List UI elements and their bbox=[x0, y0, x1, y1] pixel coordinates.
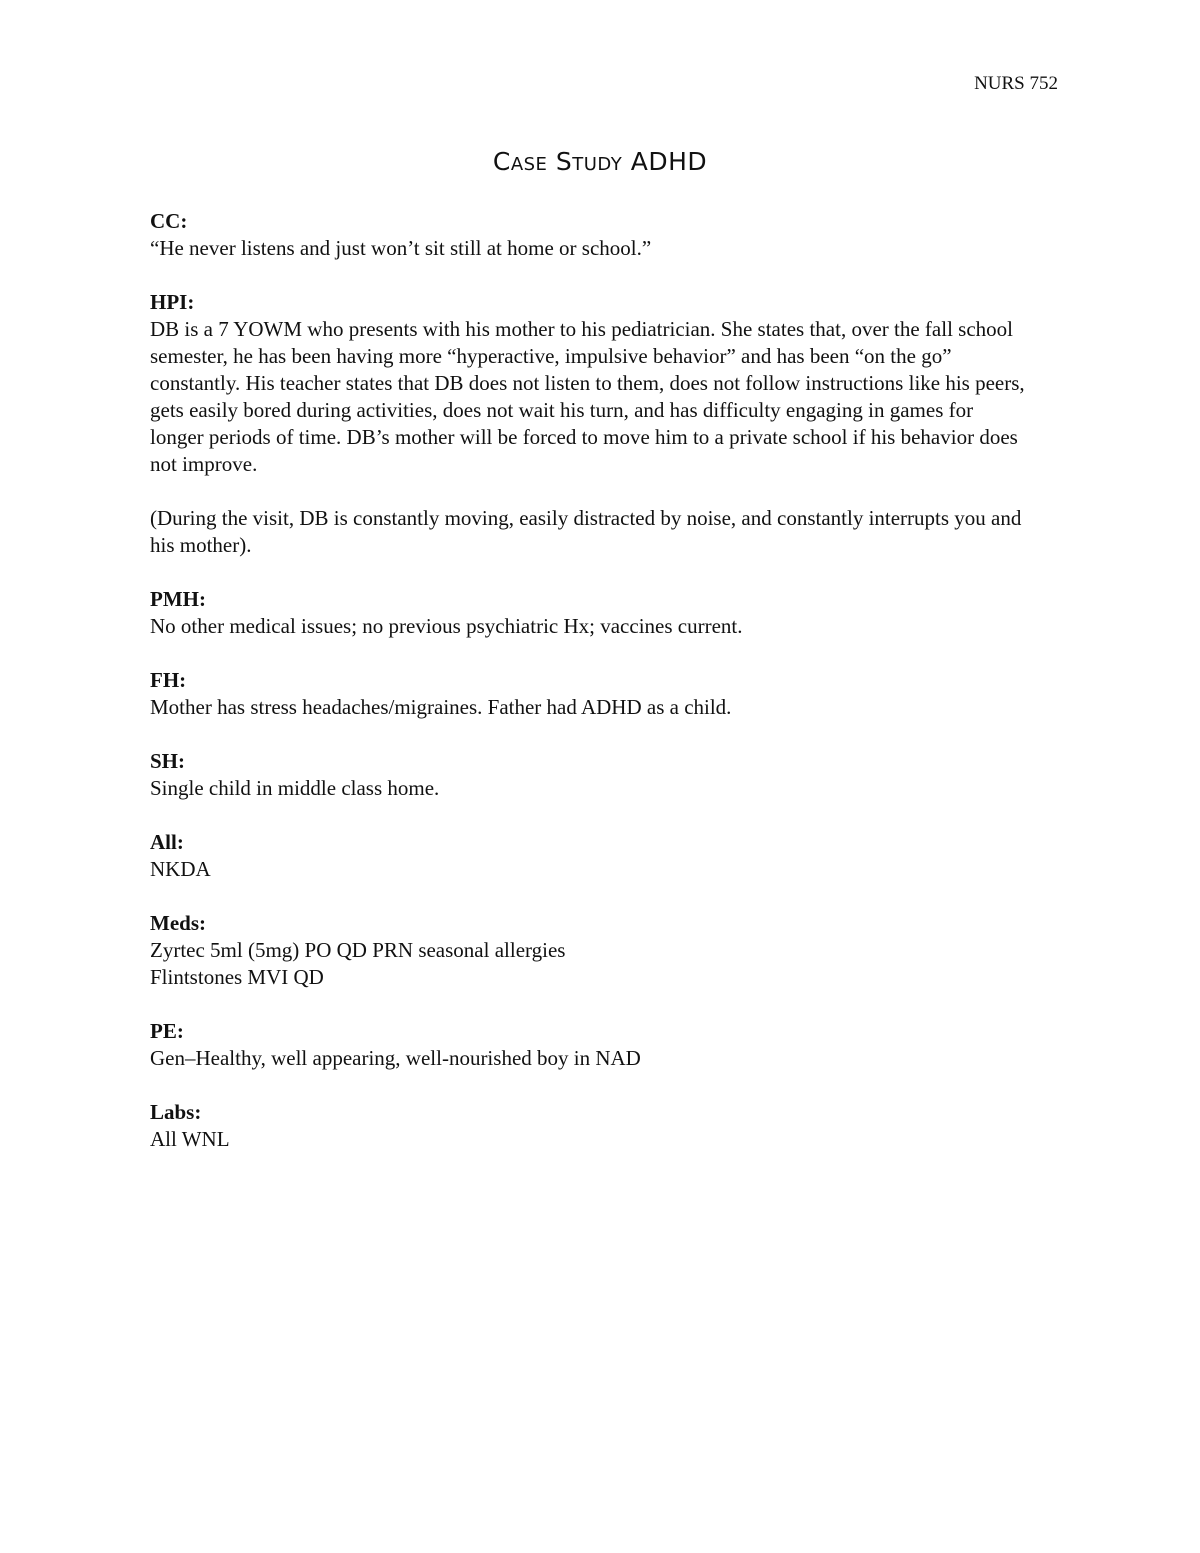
section-label-labs: Labs: bbox=[150, 1100, 202, 1124]
section-fh bbox=[150, 667, 1030, 721]
section-labs bbox=[150, 1099, 1030, 1153]
sh-text: Single child in middle class home. bbox=[150, 776, 440, 800]
section-pmh bbox=[150, 586, 1030, 640]
med-item: Flintstones MVI QD bbox=[150, 965, 324, 989]
pmh-text: No other medical issues; no previous psychiatric Hx; vaccines current. bbox=[150, 614, 743, 638]
section-label-pmh: PMH: bbox=[150, 587, 206, 611]
section-label-allergies: All: bbox=[150, 830, 184, 854]
section-hpi bbox=[150, 289, 1030, 559]
chief-complaint-text: “He never listens and just won’t sit still at home or school.” bbox=[150, 236, 652, 260]
section-label-cc: CC: bbox=[150, 209, 188, 233]
hpi-paragraph-1: DB is a 7 YOWM who presents with his mother to his pediatrician. She states that, over the fall school semester, he has been having more “hyperactive, impulsive behavior” and has been “on the go” constantly. His teacher states that DB does not listen to them, does not follow instructions like his peers, gets easily bored during activities, does not wait his turn, and has difficulty engaging in games for longer periods of time. DB’s mother will be forced to move him to a private school if his behavior does not improve. bbox=[150, 317, 1025, 476]
pe-text: Gen–Healthy, well appearing, well-nourished boy in NAD bbox=[150, 1046, 641, 1070]
section-allergies bbox=[150, 829, 1030, 883]
section-sh bbox=[150, 748, 1030, 802]
fh-text: Mother has stress headaches/migraines. Father had ADHD as a child. bbox=[150, 695, 732, 719]
section-pe bbox=[150, 1018, 1030, 1072]
section-label-fh: FH: bbox=[150, 668, 187, 692]
labs-text: All WNL bbox=[150, 1127, 230, 1151]
section-cc bbox=[150, 208, 1030, 262]
section-label-meds: Meds: bbox=[150, 911, 206, 935]
section-label-sh: SH: bbox=[150, 749, 186, 773]
section-label-hpi: HPI: bbox=[150, 290, 195, 314]
document-body bbox=[150, 208, 1030, 1180]
hpi-paragraph-2: (During the visit, DB is constantly moving, easily distracted by noise, and constantly interrupts you and his mother). bbox=[150, 506, 1022, 557]
course-code: NURS 752 bbox=[974, 73, 1058, 94]
section-meds bbox=[150, 910, 1030, 991]
section-label-pe: PE: bbox=[150, 1019, 184, 1043]
document-title: Case Study ADHD bbox=[492, 147, 708, 176]
allergies-text: NKDA bbox=[150, 857, 211, 881]
med-item: Zyrtec 5ml (5mg) PO QD PRN seasonal allergies bbox=[150, 938, 566, 962]
